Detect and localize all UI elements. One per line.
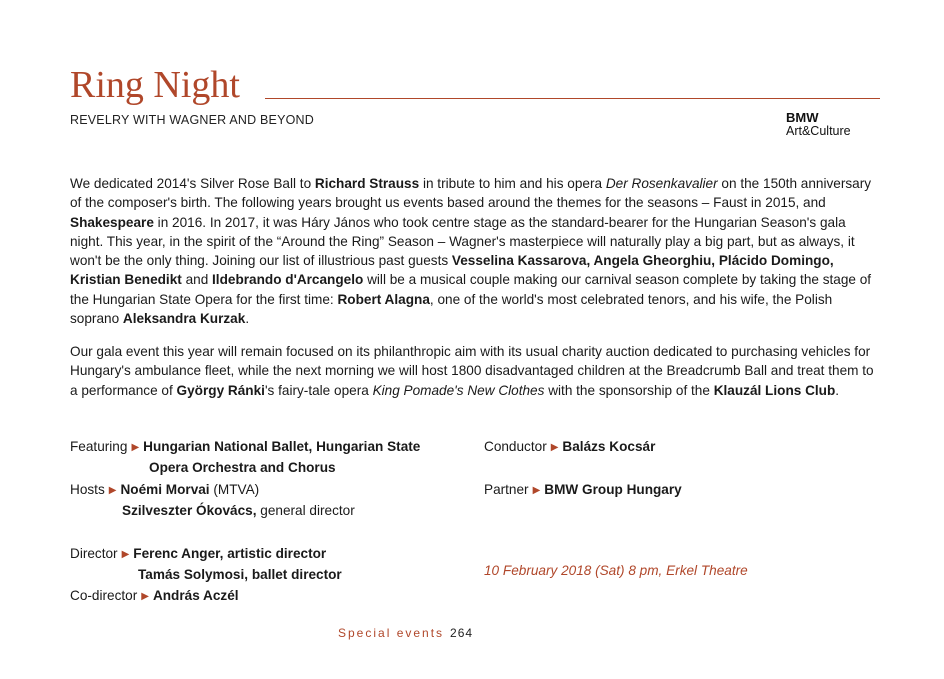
credit-conductor	[484, 436, 655, 460]
featuring-value-cont: Opera Orchestra and Chorus	[149, 460, 336, 475]
text-run: with the sponsorship of the	[544, 382, 714, 398]
codirector-value: András Aczél	[152, 588, 239, 603]
past-guests-names: Vesselina Kassarova, Angela Gheorghiu, Plácido Domingo, Kristian Benedikt	[70, 253, 834, 288]
play-arrow-icon: ▶	[131, 442, 140, 453]
opera-title: Der Rosenkavalier	[605, 176, 718, 191]
credit-featuring-cont	[149, 457, 336, 479]
credit-director	[70, 543, 326, 567]
director-label: Director	[70, 546, 118, 561]
page-subtitle: REVELRY WITH WAGNER AND BEYOND	[70, 113, 315, 127]
director-value-cont: Tamás Solymosi, ballet director	[138, 567, 342, 582]
play-arrow-icon: ▶	[550, 442, 559, 453]
opera-title: King Pomade's New Clothes	[372, 382, 545, 398]
codirector-label: Co-director	[70, 588, 138, 603]
text-run: We dedicated 2014's Silver Rose Ball to	[70, 176, 315, 191]
text-run: Our gala event this year will remain focused on its philanthropic aim with its usual charity auction dedicated to purchasing vehicles for Hungary's ambulance fleet, while the next morning we will host 1800 disadvantaged children at the Breadcrumb Ball and treat them to a performance of	[70, 344, 874, 398]
name-ildebrando: Ildebrando d'Arcangelo	[212, 272, 364, 288]
charity-paragraph	[70, 342, 880, 400]
page-title: Ring Night	[70, 64, 240, 106]
text-run: in 2016. In 2017, it was Háry János who took centre stage as the standard-bearer for the Hungarian Season's gala night. This year, in the spirit of the “Around the Ring” Season – Wagner's masterpiece will naturally play a big part, but as always, it won't be the only thing. Joining our list of illustrious past guests	[70, 214, 855, 269]
page-footer	[338, 626, 473, 640]
credit-hosts	[70, 479, 259, 503]
host1-name: Noémi Morvai	[120, 482, 210, 497]
partner-value: BMW Group Hungary	[544, 482, 682, 497]
name-aleksandra-kurzak: Aleksandra Kurzak	[122, 311, 246, 327]
text-run: and	[181, 272, 213, 288]
partner-label: Partner	[484, 482, 529, 497]
text-run: .	[245, 311, 250, 327]
host1-affiliation: (MTVA)	[209, 482, 260, 497]
name-gyorgy-ranki: György Ránki	[176, 382, 265, 398]
play-arrow-icon: ▶	[108, 485, 117, 496]
name-richard-strauss: Richard Strauss	[314, 176, 420, 191]
conductor-value: Balázs Kocsár	[562, 439, 656, 454]
featuring-value: Hungarian National Ballet, Hungarian State	[143, 439, 421, 454]
conductor-label: Conductor	[484, 439, 547, 454]
brand-logo	[786, 111, 851, 138]
credit-director-cont	[138, 564, 342, 586]
event-date: 10 February 2018 (Sat) 8 pm, Erkel Theatre	[484, 563, 748, 578]
footer-section: Special events	[338, 626, 445, 640]
play-arrow-icon: ▶	[532, 485, 541, 496]
hosts-label: Hosts	[70, 482, 105, 497]
credit-codirector	[70, 585, 239, 609]
text-run: 's fairy-tale opera	[264, 382, 373, 398]
play-arrow-icon: ▶	[121, 549, 130, 560]
text-run: will be a musical couple making our carnival season complete by taking the stage of the Hungarian State Opera for the first time:	[70, 272, 872, 307]
director-value: Ferenc Anger, artistic director	[133, 546, 327, 561]
intro-paragraph	[70, 174, 880, 328]
text-run: .	[835, 382, 840, 398]
brand-name: BMW	[786, 110, 819, 125]
credit-partner	[484, 479, 682, 503]
brand-tagline: Art&Culture	[786, 123, 851, 138]
title-rule	[265, 98, 880, 99]
name-lions-club: Klauzál Lions Club	[713, 382, 836, 398]
credit-featuring	[70, 436, 420, 460]
name-robert-alagna: Robert Alagna	[337, 291, 430, 307]
text-run: in tribute to him and his opera	[419, 176, 606, 191]
name-shakespeare: Shakespeare	[70, 214, 154, 230]
featuring-label: Featuring	[70, 439, 128, 454]
text-run: , one of the world's most celebrated tenors, and his wife, the Polish soprano	[70, 291, 833, 327]
play-arrow-icon: ▶	[141, 591, 149, 602]
credit-hosts-cont	[122, 500, 355, 522]
text-run: on the 150th anniversary of the composer's birth. The following years brought us events based around the themes for the seasons – Faust in 2015, and	[70, 176, 872, 211]
host2-role: general director	[256, 503, 355, 518]
host2-name: Szilveszter Ókovács,	[122, 503, 257, 518]
page-number: 264	[450, 626, 474, 640]
